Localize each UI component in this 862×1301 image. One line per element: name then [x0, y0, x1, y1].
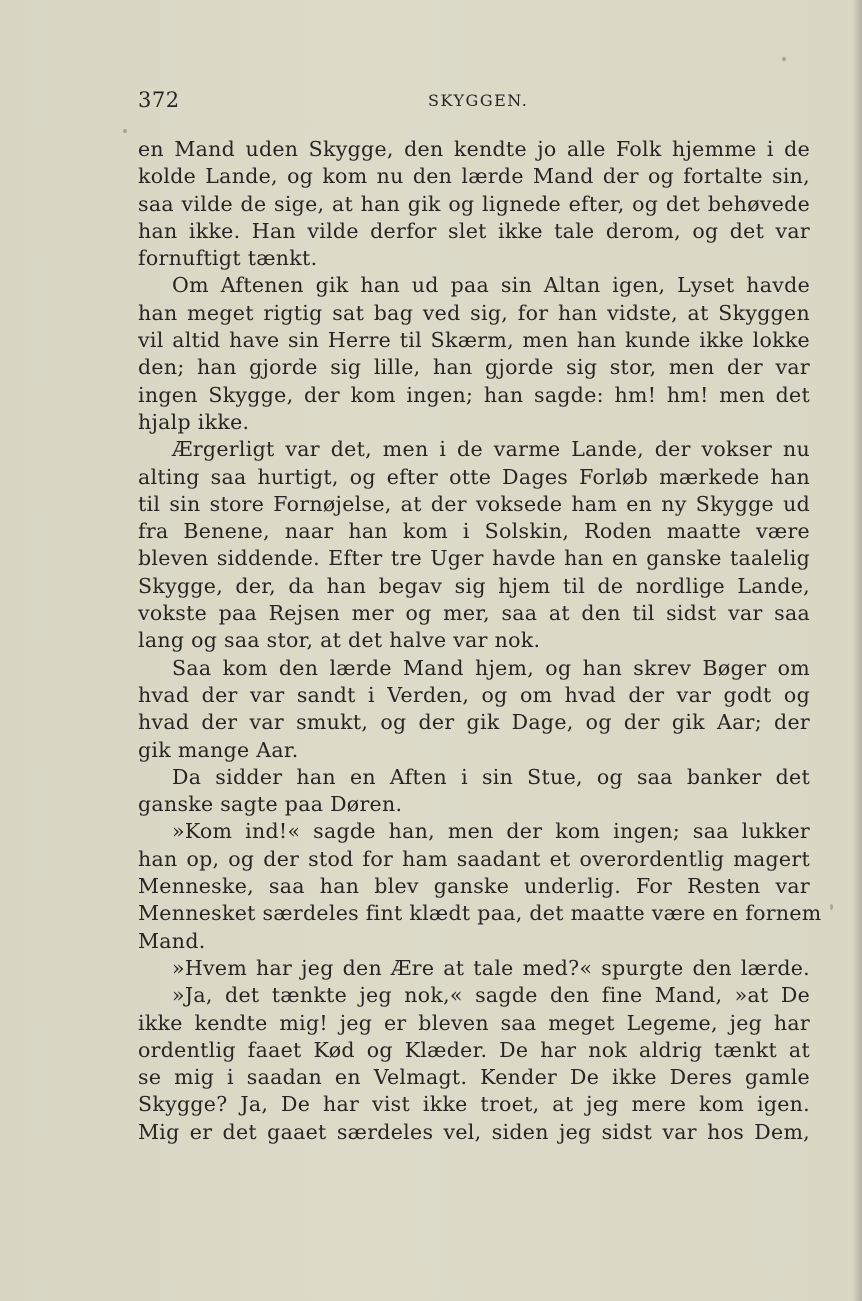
text-line: lang og saa stor, at det halve var nok. [138, 628, 541, 653]
text-line: ganske sagte paa Døren. [138, 792, 403, 817]
text-line: bleven siddende. Efter tre Uger havde han en ganske taalelig [138, 546, 810, 571]
text-line: ingen Skygge, der kom ingen; han sagde: hm! hm! men det [138, 382, 810, 407]
text-line: Menneske, saa han blev ganske underlig. For Resten var [138, 874, 810, 899]
text-line: hvad der var smukt, og der gik Dage, og der gik Aar; der [138, 710, 810, 735]
text-line: Skygge, der, da han begav sig hjem til de nordlige Lande, [138, 573, 810, 598]
text-line: han op, og der stod for ham saadant et overordentlig magert [138, 846, 810, 871]
body-text [138, 136, 822, 1146]
text-line: fra Benene, naar han kom i Solskin, Roden maatte være [138, 519, 810, 544]
text-line: »Hvem har jeg den Ære at tale med?« spurgte den lærde. [172, 955, 810, 980]
text-line: ordentlig faaet Kød og Klæder. De har nok aldrig tænkt at [138, 1037, 810, 1062]
paper-fleck [782, 57, 786, 61]
text-line: Mand. [138, 928, 206, 953]
text-line: kolde Lande, og kom nu den lærde Mand der og fortalte sin, [138, 164, 810, 189]
text-line: Saa kom den lærde Mand hjem, og han skrev Bøger om [172, 655, 810, 680]
text-line: han ikke. Han vilde derfor slet ikke tale derom, og det var [138, 218, 810, 243]
paper-fleck [830, 904, 833, 910]
text-line: en Mand uden Skygge, den kendte jo alle Folk hjemme i de [138, 137, 810, 161]
text-line: hjalp ikke. [138, 409, 250, 434]
text-line: gik mange Aar. [138, 737, 299, 762]
text-line: »Kom ind!« sagde han, men der kom ingen; saa lukker [172, 819, 810, 844]
text-line: vil altid have sin Herre til Skærm, men han kunde ikke lokke [138, 328, 810, 353]
text-line: ikke kendte mig! jeg er bleven saa meget Legeme, jeg har [138, 1010, 810, 1035]
running-title: SKYGGEN. [428, 91, 529, 110]
text-line: Da sidder han en Aften i sin Stue, og saa banker det [172, 764, 810, 789]
text-line: Skygge? Ja, De har vist ikke troet, at jeg mere kom igen. [138, 1092, 810, 1117]
text-line: alting saa hurtigt, og efter otte Dages Forløb mærkede han [138, 464, 810, 489]
text-line: Mig er det gaaet særdeles vel, siden jeg sidst var hos Dem, [138, 1119, 810, 1144]
page-header [138, 88, 810, 114]
page-number: 372 [138, 88, 180, 112]
page-edge-shadow [852, 0, 862, 1301]
paper-fleck [123, 129, 127, 133]
text-line: hvad der var sandt i Verden, og om hvad der var godt og [138, 682, 810, 707]
text-line: vokste paa Rejsen mer og mer, saa at den til sidst var saa [138, 601, 810, 626]
text-line: fornuftigt tænkt. [138, 246, 318, 271]
text-line: se mig i saadan en Velmagt. Kender De ikke Deres gamle [138, 1065, 810, 1090]
text-line: »Ja, det tænkte jeg nok,« sagde den fine Mand, »at De [172, 983, 810, 1008]
text-line: den; han gjorde sig lille, han gjorde sig stor, men der var [138, 355, 810, 380]
text-line: Ærgerligt var det, men i de varme Lande, der vokser nu [172, 437, 810, 462]
text-line: saa vilde de sige, at han gik og lignede efter, og det behøvede [138, 191, 810, 216]
text-line: Mennesket særdeles fint klædt paa, det maatte være en fornem [138, 901, 822, 926]
text-line: han meget rigtig sat bag ved sig, for han vidste, at Skyggen [138, 300, 810, 325]
text-line: til sin store Fornøjelse, at der voksede ham en ny Skygge ud [138, 491, 810, 516]
text-line: Om Aftenen gik han ud paa sin Altan igen, Lyset havde [172, 273, 810, 298]
